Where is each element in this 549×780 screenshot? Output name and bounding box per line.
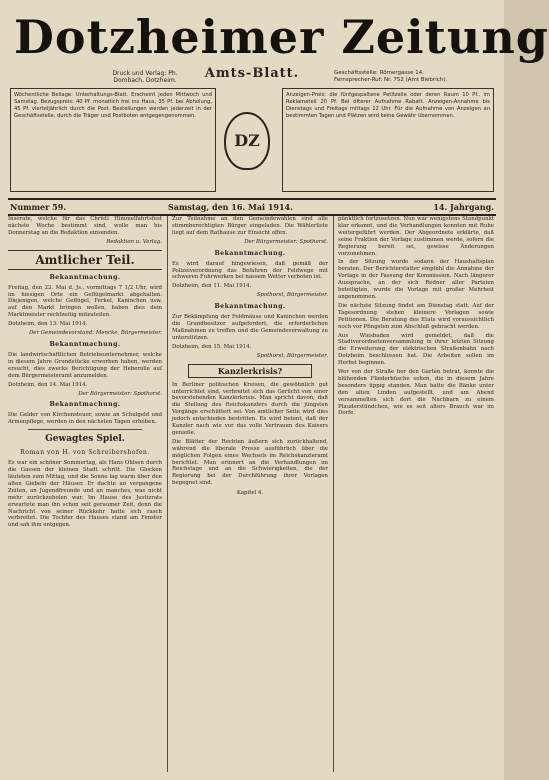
section-divider: [28, 429, 142, 430]
column-rule: [333, 216, 334, 772]
announcement-signature: Der Gemeindevorstand: Mencke, Bürgermeister.: [28, 330, 162, 337]
announcement-date: Dotzheim, den 13. Mai 1914.: [8, 321, 88, 328]
announcement-text: Die Gelder von Kirchensteuer, sowie an Schulgeld und Armenpflege, werden in den nächsten Tagen erhoben.: [8, 412, 162, 426]
column-3: [338, 216, 494, 772]
announcement-date: Dotzheim, den 15. Mai 1914.: [172, 343, 252, 350]
article-text: Die nächste Sitzung findet am Dienstag statt. Auf der Tagesordnung stehen kleinere Vorlagen sowie Petitionen. Die Beratung des Etats wird voraussichtlich noch vor Pfingsten zum Abschluß gebracht werden.: [338, 302, 494, 330]
announcement-heading: Bekanntmachung.: [49, 401, 121, 409]
issue-number: Nummer 59.: [10, 202, 67, 212]
announcement-signature: Der Bürgermeister: Spothorst.: [244, 238, 328, 245]
official-section-heading: Amtlicher Teil.: [8, 250, 162, 270]
article-text: Aus Wiesbaden wird gemeldet, daß die Stadtverordnetenversammlung in ihrer letzten Sitzung die Erweiterung der elektrischen Straßenbahn nach Dotzheim beschlossen hat. Die Arbeiten sollen im Herbst beginnen.: [338, 332, 494, 367]
issue-date-bar: [8, 198, 496, 216]
column-2: [172, 216, 328, 772]
advertising-info-box: Anzeigen-Preis: die fünfgespaltene Petitzeile oder deren Raum 10 Pf., im Reklameteil 20 Pf. Bei öfterer Aufnahme Rabatt. Anzeigen-Annahme bis Dienstags und Freitags mittags 12 Uhr. Für die Aufnahme von Anzeigen an bestimmten Tagen und Plätzen wird keine Gewähr übernommen.: [282, 88, 494, 192]
chapter-marker: Kapitel 4.: [236, 490, 264, 497]
article-text: In der Sitzung wurde sodann der Haushaltsplan beraten. Der Berichterstatter empfahl die Annahme der Vorlage in der Fassung der Kommission. Nach längerer Aussprache, an der sich Redner aller Parteien beteiligten, wurde die Vorlage mit großer Mehrheit angenommen.: [338, 259, 494, 300]
office-phone: Fernsprecher-Ruf: Nr. 752 (Amt Biebrich).: [334, 77, 448, 83]
announcement-text: Zur Teilnahme an den Gemeindewahlen sind alle stimmberechtigten Bürger eingeladen. Die Wählerliste liegt auf dem Rathause zur Einsicht offen.: [172, 216, 328, 236]
volume-number: 14. Jahrgang.: [433, 202, 494, 212]
announcement-heading: Bekanntmachung.: [49, 340, 121, 348]
article-text: Wer von der Straße her den Garten betrat, konnte die blühenden Fliederbüsche sehen, die in diesem Jahre besonders üppig standen. Man hatte die Bänke unter den alten Linden aufgestellt, und am Abend versammelten sich dort die Nachbarn zu einem Plauderstündchen, wie es seit alters Brauch war im Dorfe.: [338, 369, 494, 417]
announcement-text: Es wird darauf hingewiesen, daß gemäß der Polizeiverordnung das Befahren der Feldwege mit schweren Fuhrwerken bei nassem Wetter verboten ist.: [172, 260, 328, 281]
editorial-notice: Inserate, welche für das Christi Himmelfahrtsfest nächste Woche bestimmt sind, wolle man bis Donnerstag an die Redaktion einsenden.: [8, 216, 162, 236]
masthead-title: Dotzheimer Zeitung: [14, 10, 549, 64]
announcement-text: Freitag, den 22. Mai d. Js., vormittags 7 1/2 Uhr, wird im hiesigen Orte ein Geflügelmarkt abgehalten. Diejenigen, welche Geflügel, Ferkel, Kaninchen usw. auf den Markt bringen wollen, haben dies dem Marktmeister rechtzeitig mitzuteilen.: [8, 284, 162, 319]
announcement-text: Zur Bekämpfung der Feldmäuse und Kaninchen werden die Grundbesitzer aufgefordert, die erforderlichen Maßnahmen zu treffen und die Gemeindeverwaltung zu unterstützen.: [172, 314, 328, 341]
amtsblatt-label: Amts-Blatt.: [204, 66, 300, 81]
serial-novel-byline: Roman von H. von Schreibershofen.: [20, 449, 150, 457]
article-heading: Kanzlerkrisis?: [188, 364, 312, 378]
serial-novel-title: Gewagtes Spiel.: [45, 434, 125, 445]
announcement-date: Dotzheim, den 11. Mai 1914.: [172, 283, 252, 290]
announcement-date: Dotzheim, den 14. Mai 1914.: [8, 381, 88, 388]
subscription-info-box: Wöchentliche Beilage: Unterhaltungs-Blatt. Erscheint jeden Mittwoch und Samstag. Bezugspreis: 40 Pf. monatlich frei ins Haus, 35 Pf. bei Abholung, 45 Pf. vierteljährlich durch die Post. Bestellungen werden jederzeit in der Geschäftsstelle, durch die Träger und Postboten entgegengenommen.: [10, 88, 216, 192]
column-1: [8, 216, 162, 772]
announcement-text: Die landwirtschaftlichen Betriebsunternehmer, welche in diesem Jahre Grundstücke erworben haben, werden ersucht, dies zwecks Berichtigung der Heberolle auf dem Bürgermeisteramt anzumelden.: [8, 351, 162, 379]
office-address: Geschäftsstelle: Römergasse 14.: [334, 70, 425, 76]
article-text: Die Blätter der Rechten äußern sich zurückhaltend, während die liberale Presse ausführlich über die möglichen Folgen eines Wechsels im Reichskanzleramt berichtet. Man erinnert an die Verhandlungen im Reichstage und an die Schwierigkeiten, die der Regierung bei der Durchführung ihrer Vorlagen begegnet sind.: [172, 438, 328, 487]
announcement-heading: Bekanntmachung.: [49, 273, 121, 281]
serial-novel-text: Es war ein schöner Sommertag, als Hans Ohlsen durch die Gassen der kleinen Stadt schritt. Die Glocken läuteten zum Mittag, und die Sonne lag warm über den alten Giebeln der Häuser. Er dachte an vergangene Zeiten, an Jugendfreunde und an manches, was nicht mehr zurückzuholen war. Im Hause des Justizrats erwartete man ihn schon seit geraumer Zeit, denn die Nachricht von seiner Rückkehr hatte sich rasch verbreitet. Die Tochter des Hauses stand am Fenster und sah ihm entgegen.: [8, 460, 162, 529]
editorial-signature: Redaktion u. Verlag.: [106, 238, 162, 245]
announcement-heading: Bekanntmachung.: [214, 249, 286, 257]
announcement-signature: Der Bürgermeister: Spothorst.: [78, 390, 162, 397]
masthead-seal: DZ: [224, 112, 270, 170]
announcement-signature: Spothorst, Bürgermeister.: [256, 352, 328, 359]
announcement-signature: Spothorst, Bürgermeister.: [256, 292, 328, 299]
issue-date: Samstag, den 16. Mai 1914.: [168, 202, 293, 212]
publisher-line: Druck und Verlag: Ph. Dombach, Dotzheim.: [112, 70, 178, 84]
office-info: [334, 70, 494, 84]
article-text: pünktlich fortzusetzen. Nun war wenigstens Standpunkt klar erkannt, und die Verhandlungen konnten mit Ruhe weitergeführt werden. Der Abgeordnete erklärte, daß seine Fraktion der Vorlage zustimmen werde, sofern die Regierung bereit sei, gewisse Änderungen vorzunehmen.: [338, 216, 494, 257]
article-text: In Berliner politischen Kreisen, die gewöhnlich gut unterrichtet sind, verbreitet sich das Gerücht von einer bevorstehenden Kanzlerkrisis. Man spricht davon, daß die Stellung des Reichskanzlers durch die jüngsten Vorgänge erschüttert sei. Von amtlicher Seite wird dies jedoch entschieden bestritten. Es wird betont, daß der Kanzler nach wie vor das volle Vertrauen des Kaisers genieße.: [172, 381, 328, 436]
announcement-heading: Bekanntmachung.: [214, 303, 286, 311]
column-rule: [167, 216, 168, 772]
